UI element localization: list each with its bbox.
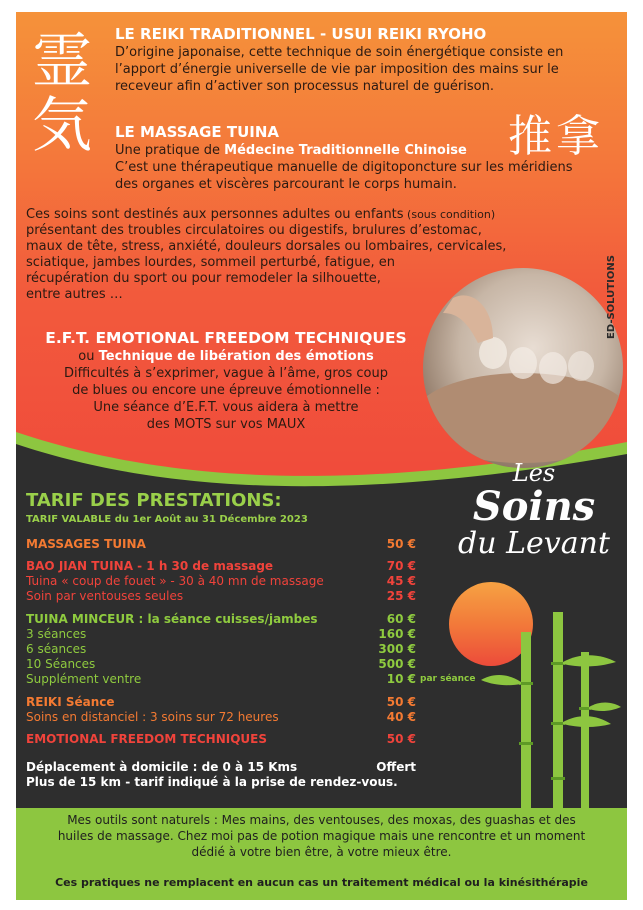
price-label: Soins en distanciel : 3 soins sur 72 heures xyxy=(26,710,279,724)
price-label: TUINA MINCEUR : la séance cuisses/jambes xyxy=(26,612,318,626)
tuina-line-2: des organes et viscères parcourant le corps humain. xyxy=(115,177,457,192)
eft-subtitle-prefix: ou xyxy=(78,349,99,364)
price-value: 40 € xyxy=(386,710,416,724)
reiki-line-2: l’apport d’énergie universelle de vie par imposition des mains sur le xyxy=(115,62,559,77)
eft-line-4: des MOTS sur vos MAUX xyxy=(146,417,306,432)
footer-line-2: huiles de massage. Chez moi pas de potion magique mais une rencontre et un moment xyxy=(57,829,586,843)
price-value: 45 € xyxy=(386,574,416,588)
ed-solutions-label: ED-SOLUTIONS xyxy=(606,255,617,339)
tarif-title: TARIF DES PRESTATIONS: xyxy=(26,490,282,511)
tuina-intro xyxy=(115,143,467,159)
footer-line-1: Mes outils sont naturels : Mes mains, des ventouses, des moxas, des guashas et des xyxy=(67,813,576,827)
price-label: 6 séances xyxy=(26,642,87,656)
price-label: Tuina « coup de fouet » - 30 à 40 mn de massage xyxy=(26,574,324,588)
eft-line-3: Une séance d’E.F.T. vous aidera à mettre xyxy=(93,400,359,415)
care-line-1-small: (sous condition) xyxy=(403,208,496,221)
care-line-3: maux de tête, stress, anxiété, douleurs dorsales ou lombaires, cervicales, xyxy=(26,239,507,254)
care-line-1 xyxy=(26,207,495,223)
price-label: EMOTIONAL FREEDOM TECHNIQUES xyxy=(26,732,267,746)
bamboo-illustration xyxy=(481,612,621,812)
brand-logo xyxy=(444,460,624,560)
eft-title: E.F.T. EMOTIONAL FREEDOM TECHNIQUES xyxy=(45,329,407,347)
reiki-title: LE REIKI TRADITIONNEL - USUI REIKI RYOHO xyxy=(115,25,487,43)
travel-label: Plus de 15 km - tarif indiqué à la prise de rendez-vous. xyxy=(26,775,398,789)
reiki-kanji-logo: 霊気 xyxy=(32,27,92,161)
travel-label: Déplacement à domicile : de 0 à 15 Kms xyxy=(26,760,298,774)
footer-line-3: dédié à votre bien être, à votre mieux être. xyxy=(191,845,452,859)
footer-disclaimer: Ces pratiques ne remplacent en aucun cas un traitement médical ou la kinésithérapie xyxy=(55,876,588,889)
price-value: 10 € xyxy=(386,672,416,686)
eft-line-2: de blues ou encore une épreuve émotionnelle : xyxy=(72,383,380,398)
tuina-line-1: C’est une thérapeutique manuelle de digitoponcture sur les méridiens xyxy=(115,160,573,175)
care-line-1-text: Ces soins sont destinés aux personnes adultes ou enfants xyxy=(26,207,404,222)
price-label: 10 Séances xyxy=(26,657,96,671)
price-label: MASSAGES TUINA xyxy=(26,537,146,551)
price-value: 50 € xyxy=(386,537,416,551)
price-value: 70 € xyxy=(386,559,416,573)
price-value: 500 € xyxy=(378,657,416,671)
tuina-kanji-logo: 推拿 xyxy=(508,111,604,162)
care-line-4: sciatique, jambes lourdes, sommeil perturbé, fatigue, en xyxy=(26,255,396,270)
tuina-intro-text: Une pratique de xyxy=(115,143,225,158)
price-note: par séance xyxy=(420,674,476,684)
brand-line-1: Les xyxy=(512,459,556,487)
brand-line-2: Soins xyxy=(472,483,596,530)
cupping-massage-photo xyxy=(423,268,623,468)
flyer xyxy=(16,12,627,900)
price-value: 300 € xyxy=(378,642,416,656)
footer-text xyxy=(26,812,617,860)
price-label: BAO JIAN TUINA - 1 h 30 de massage xyxy=(26,559,274,573)
footer-band xyxy=(16,808,627,900)
tuina-highlight: Médecine Traditionnelle Chinoise xyxy=(224,143,467,158)
tuina-title: LE MASSAGE TUINA xyxy=(115,123,280,141)
price-label: REIKI Séance xyxy=(26,695,115,709)
price-value: 50 € xyxy=(386,695,416,709)
eft-subtitle-highlight: Technique de libération des émotions xyxy=(98,349,374,364)
reiki-line-1: D’origine japonaise, cette technique de soin énergétique consiste en xyxy=(115,45,564,60)
eft-subtitle xyxy=(16,349,436,365)
price-value: 50 € xyxy=(386,732,416,746)
price-value: 160 € xyxy=(378,627,416,641)
price-label: 3 séances xyxy=(26,627,87,641)
care-line-6: entre autres … xyxy=(26,287,123,302)
price-label: Supplément ventre xyxy=(26,672,142,686)
brand-line-3: du Levant xyxy=(458,526,610,561)
care-line-2: présentant des troubles circulatoires ou digestifs, brulures d’estomac, xyxy=(26,223,482,238)
tarif-validity: TARIF VALABLE du 1er Août au 31 Décembre 2023 xyxy=(26,514,308,525)
reiki-line-3: receveur afin d’activer son processus naturel de guérison. xyxy=(115,79,494,94)
eft-line-1: Difficultés à s’exprimer, vague à l’âme, gros coup xyxy=(64,366,388,381)
care-line-5: récupération du sport ou pour remodeler la silhouette, xyxy=(26,271,381,286)
price-value: 60 € xyxy=(386,612,416,626)
price-label: Soin par ventouses seules xyxy=(26,589,184,603)
travel-value: Offert xyxy=(376,760,416,774)
price-value: 25 € xyxy=(386,589,416,603)
